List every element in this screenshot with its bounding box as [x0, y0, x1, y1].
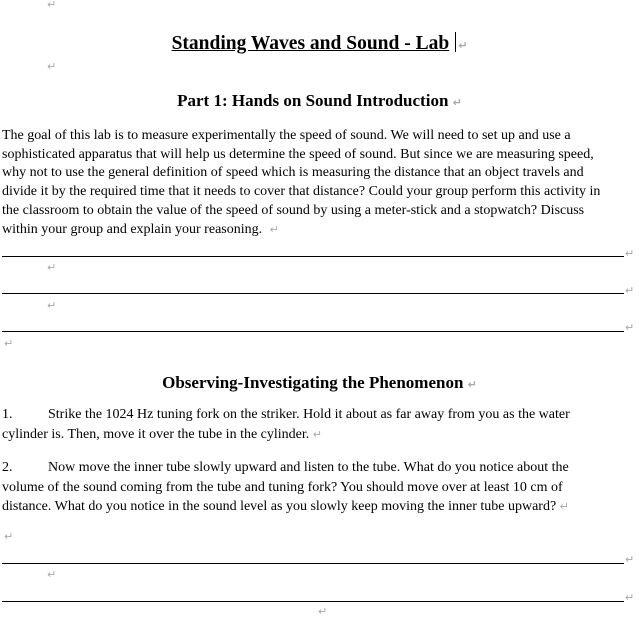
list-item-number: 1.	[2, 407, 13, 422]
section2-heading-text: Observing-Investigating the Phenomenon	[162, 373, 464, 392]
paragraph-mark: ↵	[625, 591, 635, 604]
document-title-text: Standing Waves and Sound - Lab	[171, 33, 450, 54]
paragraph-mark: ↵	[47, 261, 57, 274]
paragraph-mark: ↵	[625, 553, 635, 566]
paragraph-mark: ↵	[47, 299, 57, 312]
answer-line[interactable]	[2, 331, 624, 332]
part1-heading	[0, 91, 639, 111]
paragraph-mark: ↵	[625, 247, 635, 260]
answer-line[interactable]	[2, 601, 624, 602]
part1-heading-text: Part 1: Hands on Sound Introduction	[177, 91, 449, 110]
paragraph-mark: ↵	[559, 500, 569, 513]
part1-paragraph-text: The goal of this lab is to measure experimentally the speed of sound. We will need to set up and use a sophisticated apparatus that will help us determine the speed of sound. But since we are measuring speed, why not to use the general definition of speed which is measuring the distance that an object travels and divide it by the required time that it needs to cover that distance? Could your group perform this activity in the classroom to obtain the value of the speed of sound by using a meter-stick and a stopwatch? Discuss within your group and explain your reasoning.	[2, 128, 601, 237]
paragraph-mark: ↵	[47, 568, 57, 581]
list-item-text: Strike the 1024 Hz tuning fork on the striker. Hold it about as far away from you as the water cylinder is. Then, move it over the tube in the cylinder.	[2, 407, 570, 442]
paragraph-mark: ↵	[4, 530, 14, 543]
list-item-number: 2.	[2, 460, 13, 475]
list-item-text: Now move the inner tube slowly upward and listen to the tube. What do you notice about the volume of the sound coming from the tube and tuning fork? You should move over at least 10 cm of distance. What do you notice in the sound level as you slowly keep moving the inner tube upward?	[2, 460, 569, 514]
paragraph-mark: ↵	[452, 96, 462, 109]
document-title	[0, 32, 639, 55]
paragraph-mark: ↵	[467, 378, 477, 391]
paragraph-mark: ↵	[625, 284, 635, 297]
part1-paragraph	[2, 127, 602, 239]
paragraph-mark: ↵	[312, 427, 322, 441]
paragraph-mark: ↵	[269, 222, 279, 236]
list-item	[2, 458, 604, 517]
paragraph-mark: ↵	[4, 337, 14, 350]
paragraph-mark: ↵	[47, 60, 57, 73]
paragraph-mark: ↵	[625, 321, 635, 334]
answer-line[interactable]	[2, 563, 624, 564]
paragraph-mark: ↵	[318, 605, 328, 618]
answer-line[interactable]	[2, 256, 624, 257]
text-cursor	[455, 32, 456, 52]
paragraph-mark: ↵	[47, 0, 57, 11]
list-item	[2, 405, 604, 444]
answer-line[interactable]	[2, 293, 624, 294]
paragraph-mark: ↵	[458, 39, 468, 52]
section2-heading	[0, 373, 639, 393]
